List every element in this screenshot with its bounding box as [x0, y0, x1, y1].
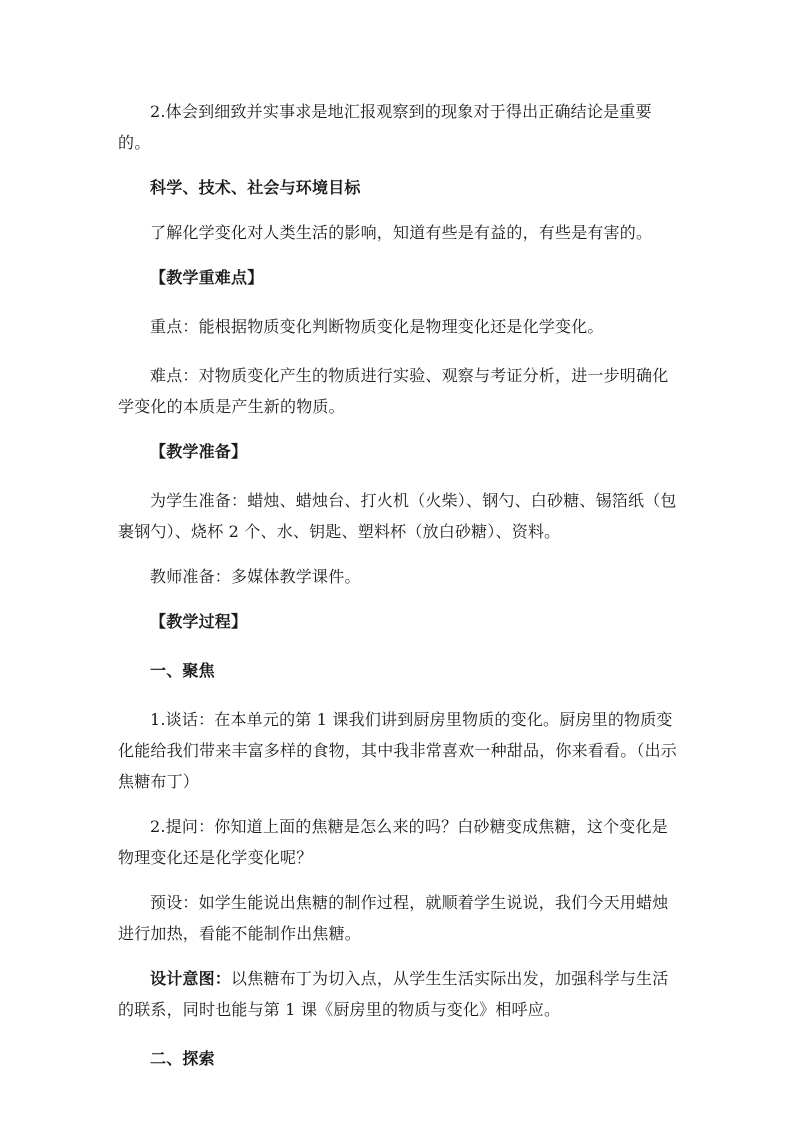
focus-step-2-paragraph: 2.提问：你知道上面的焦糖是怎么来的吗？白砂糖变成焦糖，这个变化是物理变化还是化学变化呢？ [118, 817, 668, 867]
sts-objective-text: 了解化学变化对人类生活的影响，知道有些是有益的，有些是有害的。 [150, 223, 653, 242]
focus-step-1-paragraph: 1.谈话：在本单元的第 1 课我们讲到厨房里物质的变化。厨房里的物质变化能给我们带来丰富多样的食物，其中我非常喜欢一种甜品，你来看看。（出示焦糖布丁） [118, 710, 678, 791]
subheading-explore: 二、探索 [150, 1049, 215, 1068]
key-point-paragraph: 重点：能根据物质变化判断物质变化是物理变化还是化学变化。 [150, 317, 604, 336]
design-intent-paragraph [118, 963, 678, 1025]
objective-paragraph-2: 2.体会到细致并实事求是地汇报观察到的现象对于得出正确结论是重要的。 [118, 102, 652, 152]
design-intent-text: 以焦糖布丁为切入点，从学生生活实际出发，加强科学与生活的联系，同时也能与第 1 课《厨房里的物质与变化》相呼应。 [118, 969, 669, 1019]
section-heading-sts-objectives: 科学、技术、社会与环境目标 [150, 178, 361, 197]
design-intent-label: 设计意图： [150, 969, 232, 988]
student-preparation-paragraph: 为学生准备：蜡烛、蜡烛台、打火机（火柴）、钢勺、白砂糖、锡箔纸（包裹钢勺）、烧杯 2 个、水、钥匙、塑料杯（放白砂糖）、资料。 [118, 491, 677, 541]
subheading-focus: 一、聚焦 [150, 661, 215, 680]
difficulty-paragraph: 难点：对物质变化产生的物质进行实验、观察与考证分析，进一步明确化学变化的本质是产生新的物质。 [118, 366, 669, 416]
section-heading-preparation: 【教学准备】 [150, 442, 248, 461]
document-content [118, 96, 678, 1088]
section-heading-key-difficulties: 【教学重难点】 [150, 268, 264, 287]
prediction-paragraph: 预设：如学生能说出焦糖的制作过程，就顺着学生说说，我们今天用蜡烛进行加热，看能不能制作出焦糖。 [118, 893, 669, 943]
section-heading-teaching-process: 【教学过程】 [150, 612, 248, 631]
teacher-preparation-paragraph: 教师准备：多媒体教学课件。 [150, 567, 361, 586]
